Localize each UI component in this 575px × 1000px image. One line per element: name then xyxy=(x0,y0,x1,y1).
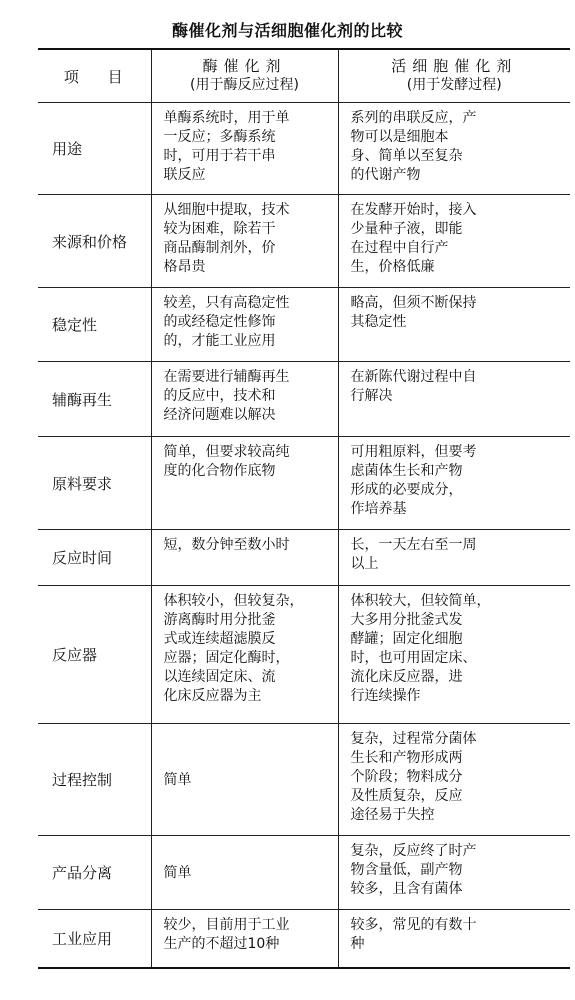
row-label: 产品分离 xyxy=(38,836,151,910)
table-row-raw-material xyxy=(38,437,570,530)
enzyme-cell: 短，数分钟至数小时 xyxy=(151,530,338,586)
row-label: 反应时间 xyxy=(38,530,151,586)
table-header xyxy=(38,49,570,103)
row-label: 工业应用 xyxy=(38,910,151,968)
table-row-usage xyxy=(38,103,570,195)
enzyme-cell: 较差，只有高稳定性 的或经稳定性修饰 的，才能工业应用 xyxy=(151,288,338,362)
header-cell xyxy=(338,49,570,103)
enzyme-cell: 简单 xyxy=(151,724,338,836)
cell-cell: 可用粗原料，但要考 虑菌体生长和产物 形成的必要成分， 作培养基 xyxy=(338,437,570,530)
enzyme-cell: 简单 xyxy=(151,836,338,910)
enzyme-cell: 在需要进行辅酶再生 的反应中，技术和 经济问题难以解决 xyxy=(151,362,338,437)
row-label: 过程控制 xyxy=(38,724,151,836)
header-cell-title: 活细胞催化剂 xyxy=(391,57,518,75)
table-body xyxy=(38,103,570,968)
header-enzyme-subtitle: (用于酶反应过程) xyxy=(190,77,299,93)
header-cell-subtitle: (用于发酵过程) xyxy=(406,77,502,93)
row-label: 反应器 xyxy=(38,586,151,724)
cell-cell: 略高，但须不断保持 其稳定性 xyxy=(338,288,570,362)
row-label: 原料要求 xyxy=(38,437,151,530)
table-row-source-price xyxy=(38,195,570,288)
table-row-stability xyxy=(38,288,570,362)
header-row xyxy=(38,49,570,103)
cell-cell: 较多，常见的有数十 种 xyxy=(338,910,570,968)
cell-cell: 复杂，反应终了时产 物含量低，副产物 较多，且含有菌体 xyxy=(338,836,570,910)
page-title: 酶催化剂与活细胞催化剂的比较 xyxy=(171,21,403,40)
cell-cell: 在发酵开始时，接入 少量种子液，即能 在过程中自行产 生，价格低廉 xyxy=(338,195,570,288)
enzyme-cell: 从细胞中提取，技术 较为困难，除若干 商品酶制剂外，价 格昂贵 xyxy=(151,195,338,288)
cell-cell: 在新陈代谢过程中自 行解决 xyxy=(338,362,570,437)
table-row-reaction-time xyxy=(38,530,570,586)
row-label: 稳定性 xyxy=(38,288,151,362)
table-row-product-separation xyxy=(38,836,570,910)
enzyme-cell: 简单，但要求较高纯 度的化合物作底物 xyxy=(151,437,338,530)
row-label: 来源和价格 xyxy=(38,195,151,288)
table-row-coenzyme xyxy=(38,362,570,437)
cell-cell: 长，一天左右至一周 以上 xyxy=(338,530,570,586)
row-label: 辅酶再生 xyxy=(38,362,151,437)
header-enzyme xyxy=(151,49,338,103)
header-enzyme-title: 酶催化剂 xyxy=(202,57,287,75)
enzyme-cell: 单酶系统时，用于单 一反应；多酶系统 时，可用于若干串 联反应 xyxy=(151,103,338,195)
cell-cell: 系列的串联反应，产 物可以是细胞本 身、简单以至复杂 的代谢产物 xyxy=(338,103,570,195)
row-label: 用途 xyxy=(38,103,151,195)
enzyme-cell: 体积较小，但较复杂， 游离酶时用分批釜 式或连续超滤膜反 应器；固定化酶时， 以连续固定床、流 化床反应器为主 xyxy=(151,586,338,724)
comparison-table xyxy=(38,48,570,969)
cell-cell: 体积较大，但较简单， 大多用分批釜式发 酵罐；固定化细胞 时，也可用固定床、 流化床反应器，进 行连续操作 xyxy=(338,586,570,724)
table-row-process-control xyxy=(38,724,570,836)
enzyme-cell: 较少，目前用于工业 生产的不超过10种 xyxy=(151,910,338,968)
table-row-reactor xyxy=(38,586,570,724)
cell-cell: 复杂，过程常分菌体 生长和产物形成两 个阶段；物料成分 及性质复杂，反应 途径易于失控 xyxy=(338,724,570,836)
table-row-industrial-use xyxy=(38,910,570,968)
header-item: 项 目 xyxy=(38,49,151,103)
